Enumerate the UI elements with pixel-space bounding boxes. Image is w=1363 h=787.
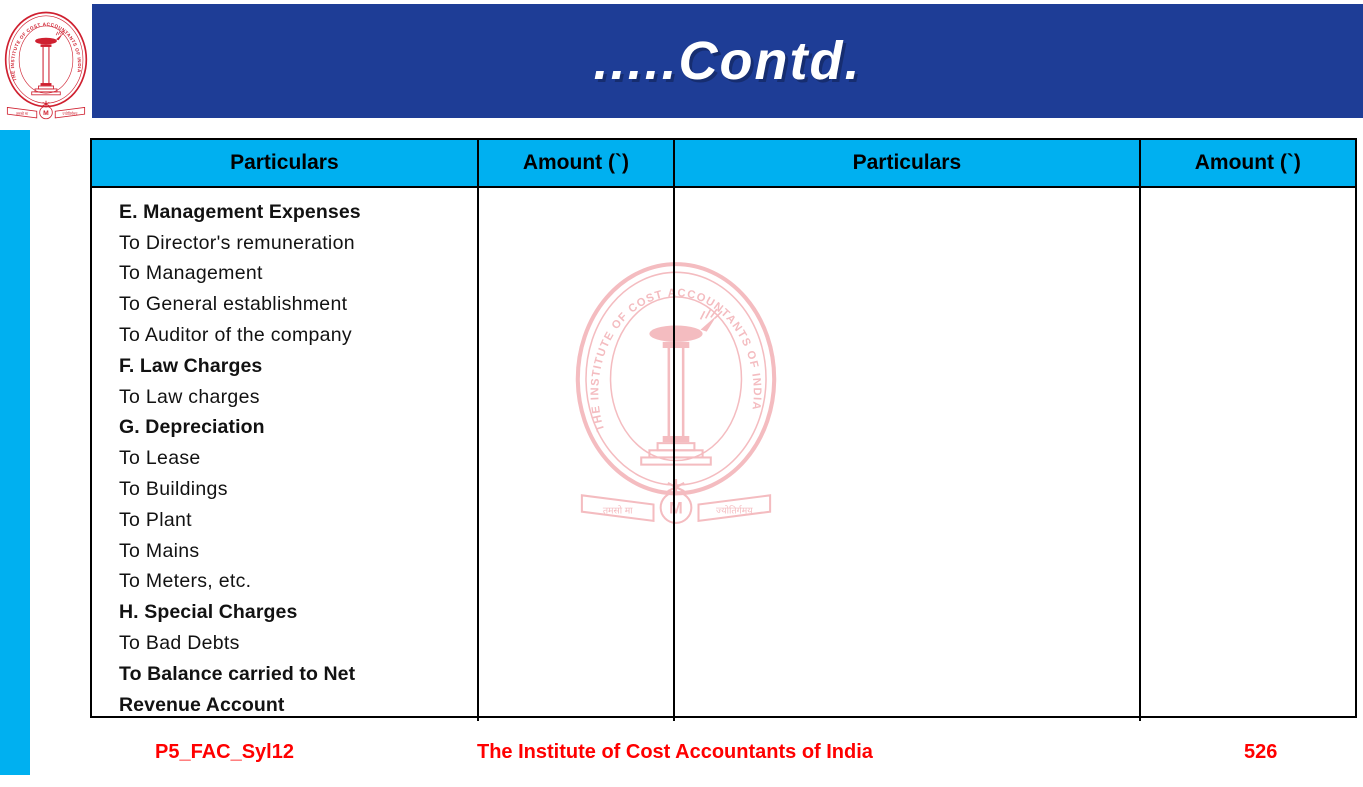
line-item: To Buildings <box>119 478 228 501</box>
line-item: To Lease <box>119 447 201 470</box>
line-item: G. Depreciation <box>119 416 265 439</box>
header-particulars-left: Particulars <box>92 140 479 186</box>
line-item: E. Management Expenses <box>119 200 361 223</box>
cell-amount-left <box>479 188 675 721</box>
revenue-account-table <box>90 138 1357 718</box>
cell-particulars-left <box>92 188 479 721</box>
line-item: F. Law Charges <box>119 354 263 377</box>
footer-course-code: P5_FAC_Syl12 <box>155 741 294 763</box>
line-item: H. Special Charges <box>119 601 298 624</box>
line-item: To Mains <box>119 539 200 562</box>
line-item: To Law charges <box>119 385 260 408</box>
line-item: To Director's remuneration <box>119 231 355 254</box>
line-item: To General establishment <box>119 293 348 316</box>
line-item: To Balance carried to Net <box>119 662 356 685</box>
line-item: To Management <box>119 262 263 285</box>
table-body-row <box>92 188 1355 721</box>
header-particulars-right: Particulars <box>675 140 1141 186</box>
line-item: To Bad Debts <box>119 632 240 655</box>
header-amount-right: Amount (`) <box>1194 151 1301 174</box>
header-banner <box>92 4 1363 118</box>
left-accent-strip <box>0 130 30 775</box>
cell-amount-right <box>1141 188 1355 721</box>
cell-particulars-right <box>675 188 1141 721</box>
table-header-row <box>92 140 1355 188</box>
header-amount-left: Amount (`) <box>479 140 675 186</box>
footer-page-number: 526 <box>1244 741 1278 763</box>
footer-institute-name: The Institute of Cost Accountants of India <box>477 741 873 763</box>
institute-logo-icon <box>4 2 88 128</box>
line-item: To Meters, etc. <box>119 570 252 593</box>
line-item: To Auditor of the company <box>119 324 352 347</box>
line-item: To Plant <box>119 508 192 531</box>
slide-title: .....Contd. <box>593 31 862 91</box>
line-item: Revenue Account <box>119 693 285 716</box>
footer <box>0 741 1363 765</box>
